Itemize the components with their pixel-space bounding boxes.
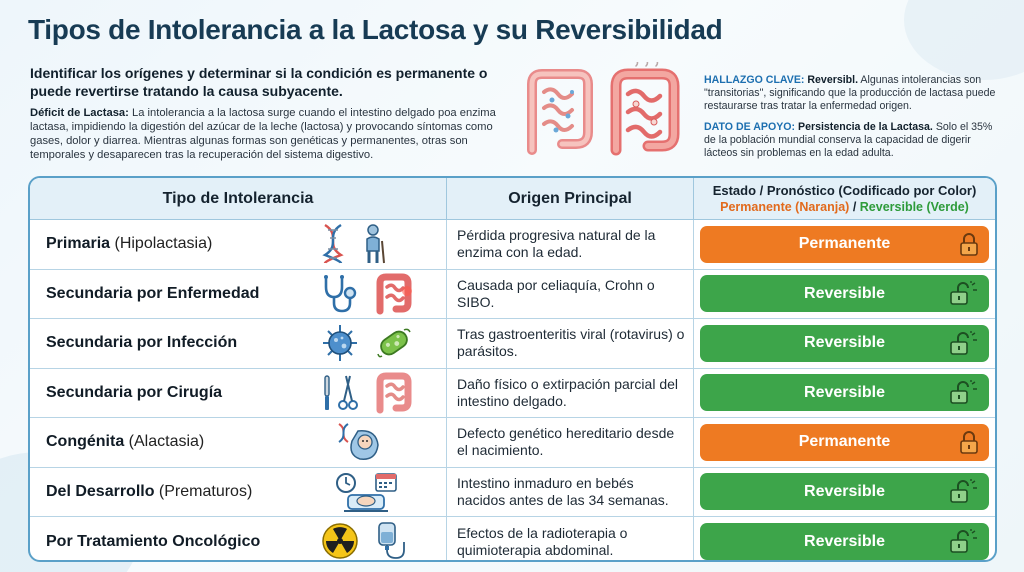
origin-cell	[447, 319, 694, 368]
key-finding-label: HALLAZGO CLAVE:	[704, 74, 805, 86]
support-fact	[704, 121, 1004, 160]
lock-open-icon	[949, 380, 979, 404]
key-finding-keyword: Reversibl.	[807, 74, 859, 86]
origin-cell	[447, 418, 694, 467]
type-name-main: Secundaria por Infección	[46, 334, 238, 352]
table-row	[30, 418, 995, 468]
origin-cell	[447, 270, 694, 319]
header-status	[694, 178, 995, 219]
deficit-text: La intolerancia a la lactosa surge cuando el intestino delgado poa enzima lactasa, impidiendo la digestión del azúcar de la leche (lactosa) y provocando síntomas como gases, dolor y diarrea. Mientras algunas formas son genéticas y permanentes, otras son temporales y desaparecen tras la recuperación del sistema digestivo.	[30, 107, 496, 161]
status-label: Reversible	[804, 284, 885, 302]
origin-cell	[447, 220, 694, 269]
legend-permanent: Permanente (Naranja)	[720, 199, 850, 214]
newborn-dna-icon	[336, 421, 382, 463]
origin-text: Intestino inmaduro en bebés nacidos antes de las 34 semanas.	[457, 474, 669, 508]
lock-open-icon	[949, 281, 979, 305]
support-fact-text: Solo el 35% de la población mundial conserva la capacidad de digerir lácteos sin problemas en la edad adulta.	[704, 121, 993, 159]
inflamed-intestine-icon	[374, 273, 414, 315]
status-badge-reversible	[700, 325, 989, 362]
intolerance-table	[28, 176, 997, 562]
status-cell	[694, 468, 995, 517]
origin-text: Efectos de la radioterapia o quimioterapia abdominal.	[457, 524, 628, 558]
notes-section	[704, 74, 1004, 160]
header-origin: Origen Principal	[447, 178, 694, 219]
type-name-main: Secundaria por Cirugía	[46, 383, 223, 401]
type-name-subtitle: (Hipolactasia)	[110, 235, 213, 253]
origin-text: Defecto genético hereditario desde el nacimiento.	[457, 425, 675, 459]
status-badge-reversible	[700, 374, 989, 411]
inflamed-intestine-icon	[616, 62, 674, 150]
status-badge-reversible	[700, 473, 989, 510]
lock-open-icon	[949, 479, 979, 503]
page-title: Tipos de Intolerancia a la Lactosa y su Reversibilidad	[28, 14, 723, 45]
table-body	[30, 220, 995, 562]
status-label: Reversible	[804, 383, 885, 401]
iv-drip-icon	[374, 520, 410, 562]
surgical-tools-icon	[320, 372, 360, 414]
stethoscope-icon	[320, 273, 360, 315]
incubator-clock-icon	[334, 471, 400, 513]
status-label: Reversible	[804, 482, 885, 500]
key-finding	[704, 74, 1004, 113]
table-header	[30, 178, 995, 220]
intro-lead: Identificar los orígenes y determinar si la condición es permanente o puede revertirse tratando la causa subyacente.	[30, 65, 488, 99]
status-badge-reversible	[700, 523, 989, 560]
header-status-title: Estado / Pronóstico (Codificado por Color)	[712, 182, 977, 198]
origin-cell	[447, 369, 694, 418]
status-cell	[694, 220, 995, 269]
type-cell	[30, 220, 447, 269]
intestine-icon	[532, 74, 588, 150]
origin-text: Pérdida progresiva natural de la enzima con la edad.	[457, 227, 656, 261]
type-name	[46, 384, 222, 402]
intestines-comparison-icon	[512, 62, 688, 162]
legend-separator: /	[849, 199, 860, 214]
status-label: Reversible	[804, 334, 885, 352]
type-name	[46, 433, 204, 451]
table-row	[30, 468, 995, 518]
type-cell	[30, 319, 447, 368]
status-legend	[720, 199, 969, 215]
type-name	[46, 483, 252, 501]
origin-text: Tras gastroenteritis viral (rotavirus) o parásitos.	[457, 326, 685, 360]
table-row	[30, 270, 995, 320]
status-cell	[694, 319, 995, 368]
status-badge-reversible	[700, 275, 989, 312]
status-label: Permanente	[798, 433, 891, 451]
type-icons	[320, 223, 388, 265]
table-row	[30, 220, 995, 270]
origin-cell	[447, 468, 694, 517]
legend-reversible: Reversible (Verde)	[859, 199, 969, 214]
intro-section	[30, 64, 508, 162]
origin-cell	[447, 517, 694, 562]
intestine-icon	[374, 372, 414, 414]
type-cell	[30, 270, 447, 319]
lock-closed-icon	[959, 232, 979, 256]
lock-open-icon	[949, 331, 979, 355]
key-finding-text: Algunas intolerancias son "transitorias", significando que la producción de lactasa puede restaurarse tras tratar la enfermedad origen.	[704, 74, 996, 112]
type-cell	[30, 517, 447, 562]
table-row	[30, 319, 995, 369]
intro-body	[30, 106, 508, 162]
type-name-main: Secundaria por Enfermedad	[46, 284, 260, 302]
type-name-subtitle: (Prematuros)	[154, 482, 253, 500]
type-name-main: Del Desarrollo	[46, 482, 155, 500]
status-badge-permanent	[700, 424, 989, 461]
type-name-main: Por Tratamiento Oncológico	[46, 532, 261, 550]
origin-text: Causada por celiaquía, Crohn o SIBO.	[457, 276, 655, 310]
status-cell	[694, 270, 995, 319]
status-label: Reversible	[804, 532, 885, 550]
type-icons	[320, 520, 410, 562]
lock-closed-icon	[959, 430, 979, 454]
origin-text: Daño físico o extirpación parcial del intestino delgado.	[457, 375, 679, 409]
header-type: Tipo de Intolerancia	[30, 178, 447, 219]
type-name	[46, 285, 259, 303]
background-blob	[904, 0, 1024, 80]
type-name	[46, 334, 237, 352]
type-name	[46, 235, 212, 253]
type-name-subtitle: (Alactasia)	[124, 433, 205, 451]
virus-icon	[320, 322, 360, 364]
elderly-person-icon	[360, 223, 388, 265]
type-icons	[336, 421, 382, 463]
dna-icon	[320, 223, 346, 265]
bacteria-icon	[374, 322, 414, 364]
type-cell	[30, 369, 447, 418]
status-cell	[694, 517, 995, 562]
type-name	[46, 533, 260, 551]
type-icons	[320, 322, 414, 364]
status-cell	[694, 369, 995, 418]
type-icons	[334, 471, 400, 513]
support-fact-label: DATO DE APOYO:	[704, 121, 796, 133]
table-row	[30, 517, 995, 562]
type-cell	[30, 468, 447, 517]
support-fact-keyword: Persistencia de la Lactasa.	[798, 121, 933, 133]
type-icons	[320, 372, 414, 414]
radiation-icon	[320, 520, 360, 562]
status-label: Permanente	[798, 235, 891, 253]
type-icons	[320, 273, 414, 315]
type-name-main: Congénita	[46, 433, 125, 451]
table-row	[30, 369, 995, 419]
lock-open-icon	[949, 529, 979, 553]
status-badge-permanent	[700, 226, 989, 263]
status-cell	[694, 418, 995, 467]
type-name-main: Primaria	[46, 235, 111, 253]
deficit-label: Déficit de Lactasa:	[30, 107, 129, 119]
type-cell	[30, 418, 447, 467]
